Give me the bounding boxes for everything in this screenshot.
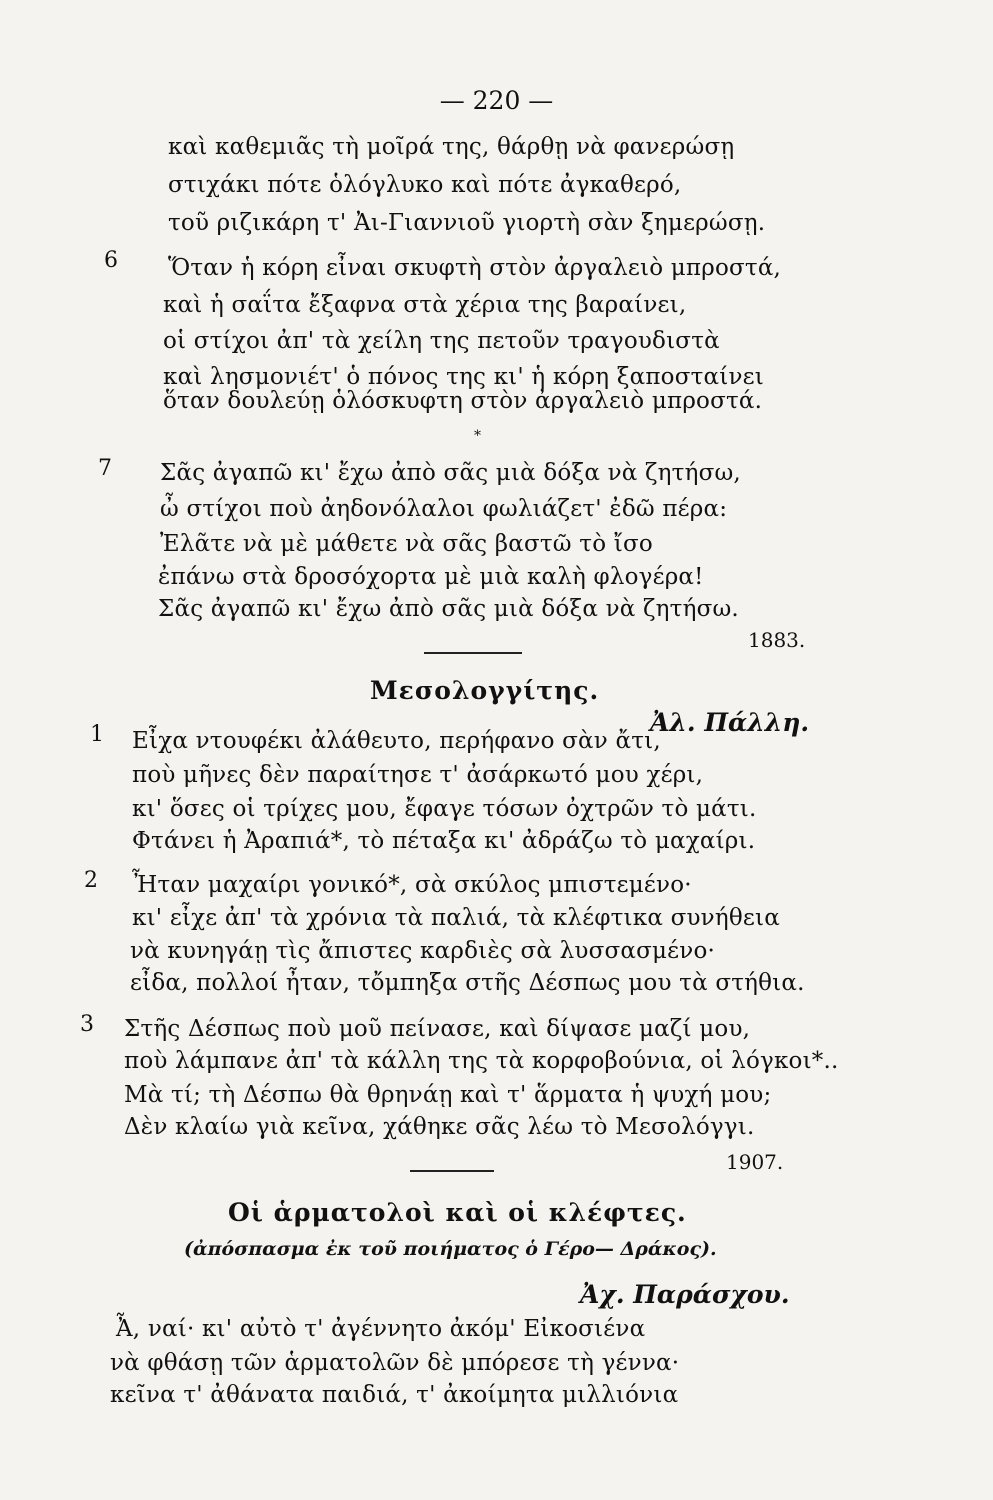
poem-line: Ἆ, ναί· κι' αὐτὸ τ' ἀγέννητο ἀκόμ' Εἰκοσιένα [116,1316,646,1342]
poem-line: ὅταν δουλεύῃ ὁλόσκυφτη στὸν ἀργαλειὸ μπροστά. [163,388,763,414]
stanza-number: 6 [104,248,118,273]
poem-line: κι' εἶχε ἀπ' τὰ χρόνια τὰ παλιά, τὰ κλέφτικα συνήθεια [132,905,780,931]
poem-line: εἶδα, πολλοί ἦταν, τὄμπηξα στῆς Δέσπως μου τὰ στήθια. [130,970,805,996]
stanza-number: 2 [84,868,98,893]
poem-line: ποὺ λάμπανε ἀπ' τὰ κάλλη της τὰ κορφοβούνια, οἱ λόγκοι*.. [124,1048,839,1074]
poem-line: καὶ ἡ σαΐτα ἔξαφνα στὰ χέρια της βαραίνει, [163,292,687,318]
poem-line: Δὲν κλαίω γιὰ κεῖνα, χάθηκε σᾶς λέω τὸ Μεσολόγγι. [124,1114,755,1140]
poem-line: καὶ λησμονιέτ' ὁ πόνος της κι' ἡ κόρη ξαποσταίνει [163,364,765,390]
poem-line: ἐπάνω στὰ δροσόχορτα μὲ μιὰ καλὴ φλογέρα! [158,564,704,590]
poem-line: Ἦταν μαχαίρι γονικό*, σὰ σκύλος μπιστεμένο· [132,872,692,898]
poem-line: Στῆς Δέσπως ποὺ μοῦ πείνασε, καὶ δίψασε μαζί μου, [124,1016,751,1042]
poem-line: οἱ στίχοι ἀπ' τὰ χείλη της πετοῦν τραγουδιστὰ [163,328,720,354]
poem-line: ποὺ μῆνες δὲν παραίτησε τ' ἀσάρκωτό μου χέρι, [132,762,704,788]
poem-line: Σᾶς ἀγαπῶ κι' ἔχω ἀπὸ σᾶς μιὰ δόξα νὰ ζητήσω, [160,460,741,486]
section-separator: * [474,428,481,444]
poem-line: κεῖνα τ' ἀθάνατα παιδιά, τ' ἀκοίμητα μιλλιόνια [110,1382,679,1408]
poem-line: κι' ὅσες οἱ τρίχες μου, ἔφαγε τόσων ὀχτρῶν τὸ μάτι. [132,796,757,822]
poem-line: ὦ στίχοι ποὺ ἀηδονόλαλοι φωλιάζετ' ἐδῶ πέρα: [160,496,728,522]
poem-line: στιχάκι πότε ὁλόγλυκο καὶ πότε ἀγκαθερό, [168,172,682,198]
poem-line: νὰ φθάσῃ τῶν ἁρματολῶν δὲ μπόρεσε τὴ γέννα· [110,1350,680,1376]
divider-rule [410,1170,494,1172]
stanza-number: 1 [90,722,104,747]
poem-line: καὶ καθεμιᾶς τὴ μοῖρά της, θάρθῃ νὰ φανερώσῃ [168,134,735,160]
poem-date: 1907. [726,1150,784,1174]
divider-rule [424,652,522,654]
stanza-number: 3 [80,1012,94,1037]
poem-author: Ἀχ. Παράσχου. [580,1280,790,1309]
stanza-number: 7 [98,456,112,481]
poem-subtitle: (ἀπόσπασμα ἐκ τοῦ ποιήματος ὁ Γέρο— Δράκος). [184,1238,717,1260]
poem-author: Ἀλ. Πάλλη. [650,708,810,737]
page-number: — 220 — [439,86,554,115]
poem-line: Ὅταν ἡ κόρη εἶναι σκυφτὴ στὸν ἀργαλειὸ μπροστά, [168,255,782,281]
poem-line: Φτάνει ἡ Ἀραπιά*, τὸ πέταξα κι' ἀδράζω τὸ μαχαίρι. [132,828,756,854]
poem-line: νὰ κυνηγάῃ τὶς ἄπιστες καρδιὲς σὰ λυσσασμένο· [130,938,716,964]
poem-line: Σᾶς ἀγαπῶ κι' ἔχω ἀπὸ σᾶς μιὰ δόξα νὰ ζητήσω. [158,596,739,622]
poem-line: Εἶχα ντουφέκι ἀλάθευτο, περήφανο σὰν ἄτι, [132,728,661,754]
poem-line: τοῦ ριζικάρη τ' Ἀι-Γιαννιοῦ γιορτὴ σὰν ξημερώσῃ. [168,210,766,236]
poem-title: Οἱ ἁρματολοὶ καὶ οἱ κλέφτες. [228,1198,687,1227]
poem-date: 1883. [748,628,806,652]
poem-line: Ἐλᾶτε νὰ μὲ μάθετε νὰ σᾶς βαστῶ τὸ ἴσο [160,531,653,557]
poem-title: Μεσολογγίτης. [370,676,600,705]
poem-line: Μὰ τί; τὴ Δέσπω θὰ θρηνάῃ καὶ τ' ἅρματα ἡ ψυχή μου; [124,1082,772,1108]
